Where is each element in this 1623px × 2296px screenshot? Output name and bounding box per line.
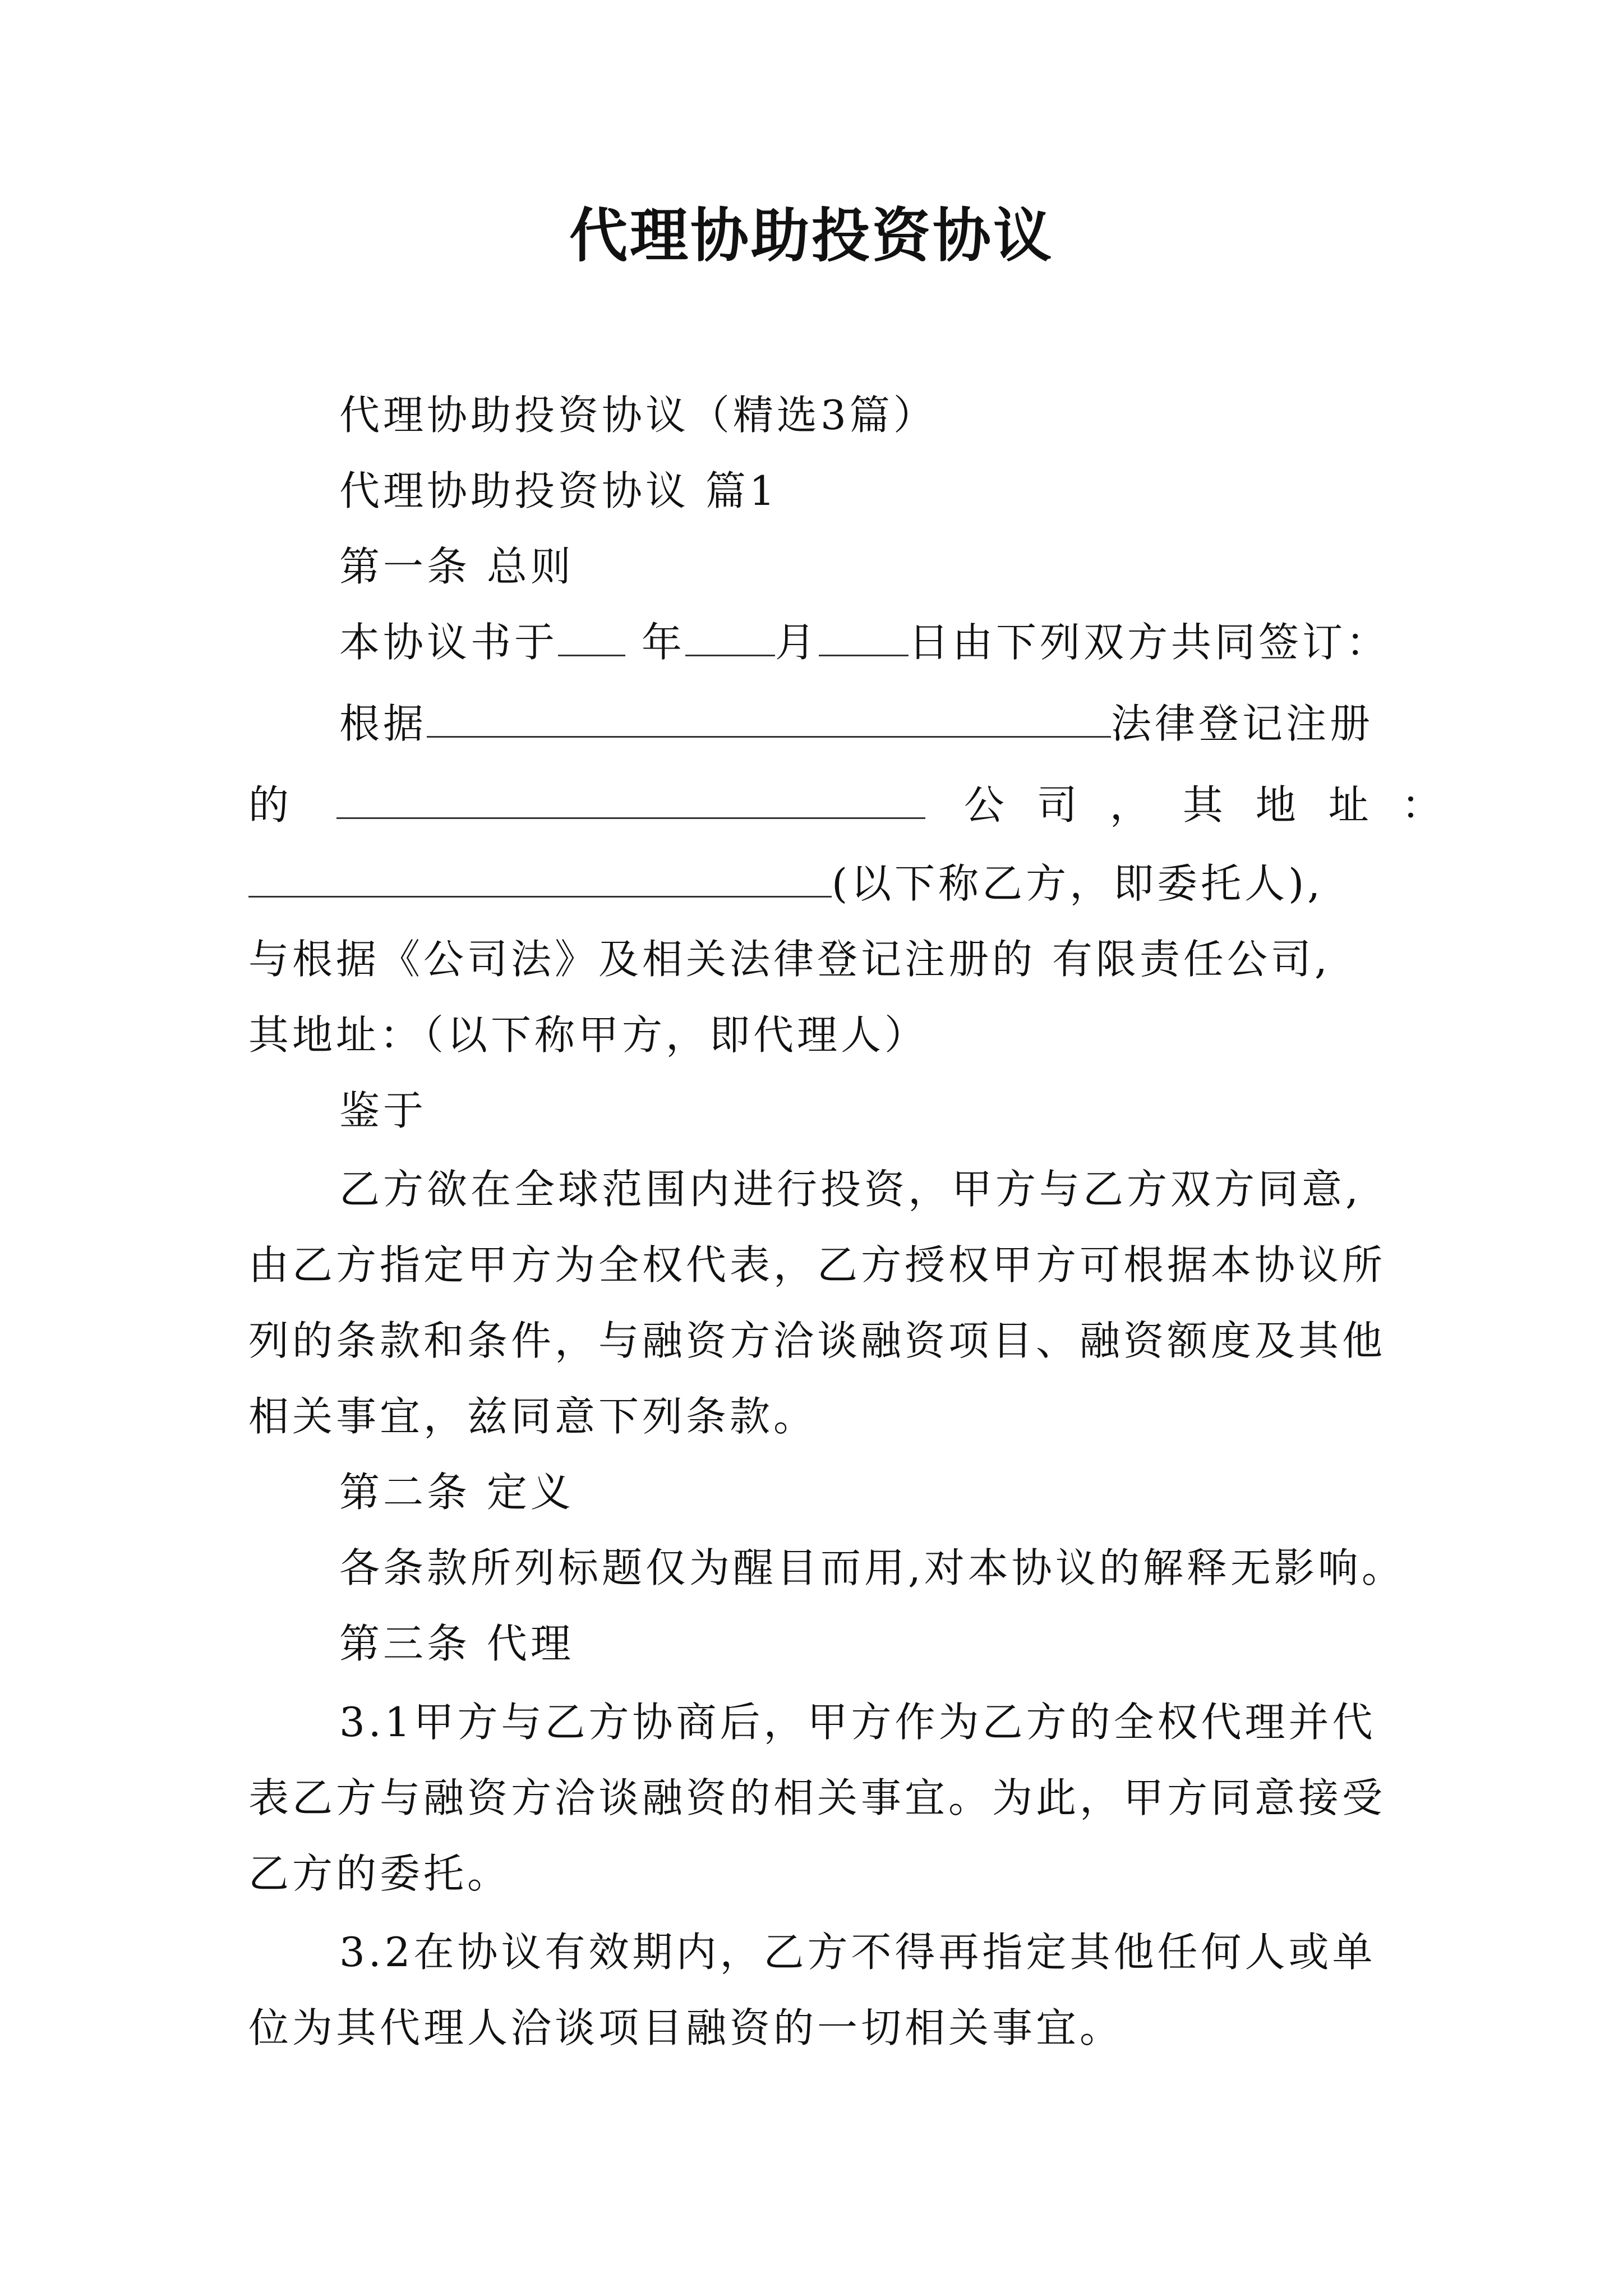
text-segment: 月 xyxy=(774,619,819,666)
article-heading: 第三条 代理 xyxy=(339,1620,574,1667)
section-heading: 代理协助投资协议 篇1 xyxy=(339,467,778,514)
fill-in-blank xyxy=(558,619,625,656)
text-segment: (以下称乙方，即委托人), xyxy=(832,860,1324,907)
paragraph-line xyxy=(248,777,1474,833)
paragraph-line: 各条款所列标题仅为醒目而用,对本协议的解释无影响。 xyxy=(339,1544,1405,1591)
paragraph-line: 鉴于 xyxy=(339,1087,427,1134)
text-segment: 公司，其地址： xyxy=(963,781,1474,829)
article-heading: 第一条 总则 xyxy=(339,543,574,590)
text-segment: 日由下列双方共同签订： xyxy=(908,619,1390,666)
paragraph-line: 位为其代理人洽谈项目融资的一切相关事宜。 xyxy=(248,2004,1124,2051)
paragraph-line xyxy=(339,696,1373,752)
text-segment: 根据 xyxy=(339,700,427,747)
paragraph-line: 3.2在协议有效期内，乙方不得再指定其他任何人或单 xyxy=(339,1929,1376,1976)
document-title: 代理协助投资协议 xyxy=(569,201,1054,270)
text-segment: 本协议书于 xyxy=(339,619,559,666)
text-segment: 的 xyxy=(248,781,293,829)
text-segment: 法律登记注册 xyxy=(1111,700,1374,747)
paragraph-line: 相关事宜，兹同意下列条款。 xyxy=(248,1393,818,1440)
fill-in-blank xyxy=(336,781,925,819)
fill-in-blank xyxy=(248,860,832,898)
paragraph-line: 表乙方与融资方洽谈融资的相关事宜。为此，甲方同意接受 xyxy=(248,1774,1386,1821)
paragraph-line: 3.1甲方与乙方协商后，甲方作为乙方的全权代理并代 xyxy=(339,1699,1376,1746)
paragraph-line: 列的条款和条件，与融资方洽谈融资项目、融资额度及其他 xyxy=(248,1317,1386,1364)
article-heading: 第二条 定义 xyxy=(339,1469,574,1516)
fill-in-blank xyxy=(685,619,775,656)
paragraph-line: 由乙方指定甲方为全权代表，乙方授权甲方可根据本协议所 xyxy=(248,1241,1386,1289)
paragraph-line: 乙方欲在全球范围内进行投资，甲方与乙方双方同意, xyxy=(339,1166,1362,1213)
paragraph-line: 与根据《公司法》及相关法律登记注册的 有限责任公司, xyxy=(248,936,1331,983)
paragraph-line xyxy=(248,855,1324,912)
text-segment: 年 xyxy=(641,619,685,666)
fill-in-blank xyxy=(427,700,1111,738)
paragraph-line: 其地址：（以下称甲方，即代理人） xyxy=(248,1011,929,1059)
paragraph-line: 乙方的委托。 xyxy=(248,1850,511,1897)
fill-in-blank xyxy=(819,619,909,656)
paragraph-line xyxy=(339,614,1390,670)
subtitle-line: 代理协助投资协议（精选3篇） xyxy=(339,392,937,439)
